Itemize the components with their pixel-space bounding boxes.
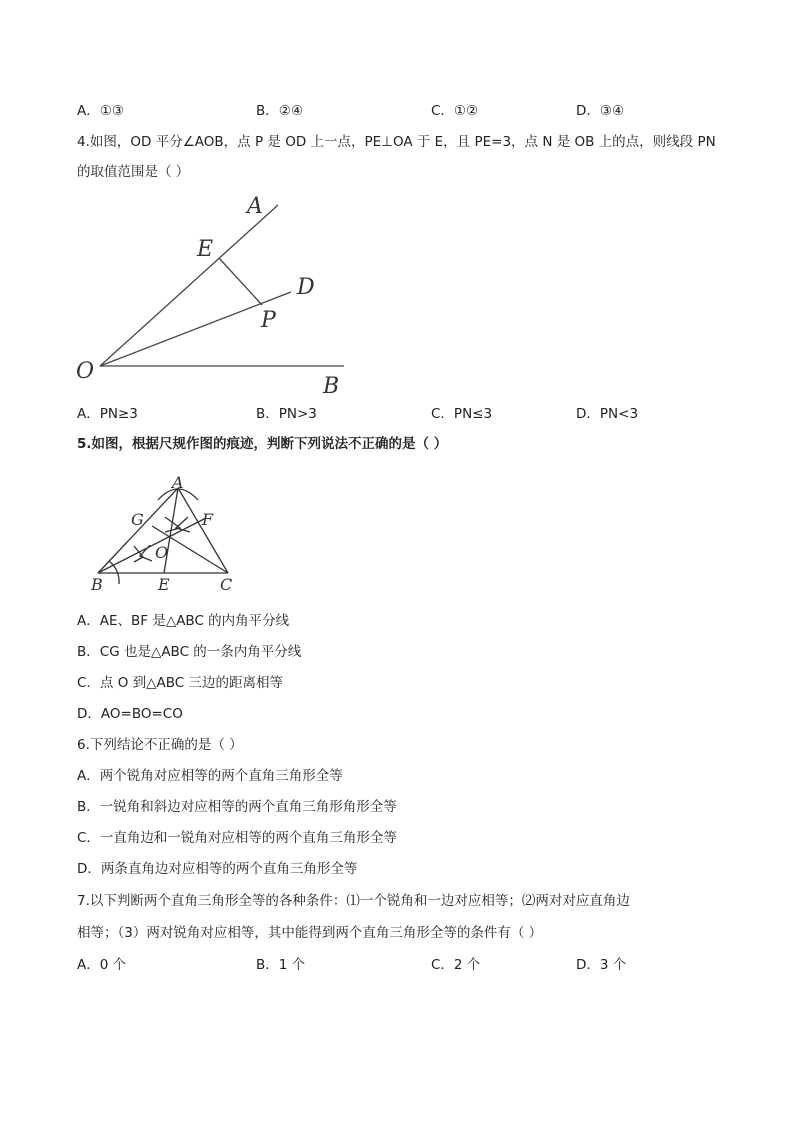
label-a: A [247,194,263,219]
label-c: C [220,575,233,594]
q6-stem: 6.下列结论不正确的是（ ） [77,737,243,753]
q4-option-c: C．PN≤3 [431,406,493,422]
label-e: E [158,575,170,594]
q4-option-a: A．PN≥3 [77,406,138,422]
q5-option-b: B．CG 也是△ABC 的一条内角平分线 [77,644,302,660]
label-e: E [197,237,214,262]
label-g: G [131,510,144,529]
q3-option-a: A．①③ [77,103,124,119]
q5-option-c: C．点 O 到△ABC 三边的距离相等 [77,675,283,691]
q5-option-a: A．AE、BF 是△ABC 的内角平分线 [77,613,290,629]
label-d: D [297,275,315,300]
q6-option-d: D．两条直角边对应相等的两个直角三角形全等 [77,861,358,877]
label-o: O [155,543,169,562]
q7-option-b: B．1 个 [256,957,306,973]
q7-option-c: C．2 个 [431,957,481,973]
q4-stem-line1: 4.如图，OD 平分∠AOB，点 P 是 OD 上一点，PE⊥OA 于 E，且 PE=3，点 N 是 OB 上的点，则线段 PN [77,134,716,150]
label-a: A [172,473,184,492]
label-p: P [261,308,276,333]
q4-option-b: B．PN>3 [256,406,317,422]
label-b: B [91,575,103,594]
label-o: O [76,359,95,384]
q7-stem-line2: 相等；（3）两对锐角对应相等，其中能得到两个直角三角形全等的条件有（ ） [77,925,543,941]
label-b: B [323,374,340,399]
label-f: F [202,510,214,529]
q7-option-a: A．0 个 [77,957,127,973]
q6-option-c: C．一直角边和一锐角对应相等的两个直角三角形全等 [77,830,397,846]
q4-stem-line2: 的取值范围是（ ） [77,164,190,180]
q3-option-d: D．③④ [576,103,625,119]
q7-option-d: D．3 个 [576,957,627,973]
q3-option-c: C．①② [431,103,479,119]
q5-stem: 5.如图，根据尺规作图的痕迹，判断下列说法不正确的是（ ） [77,436,448,452]
q4-option-d: D．PN<3 [576,406,639,422]
q3-option-b: B．②④ [256,103,303,119]
q6-option-b: B．一锐角和斜边对应相等的两个直角三角形角形全等 [77,799,397,815]
q6-option-a: A．两个锐角对应相等的两个直角三角形全等 [77,768,343,784]
q5-option-d: D．AO=BO=CO [77,706,183,722]
q7-stem-line1: 7.以下判断两个直角三角形全等的各种条件：⑴一个锐角和一边对应相等；⑵两对对应直角边 [77,893,630,909]
